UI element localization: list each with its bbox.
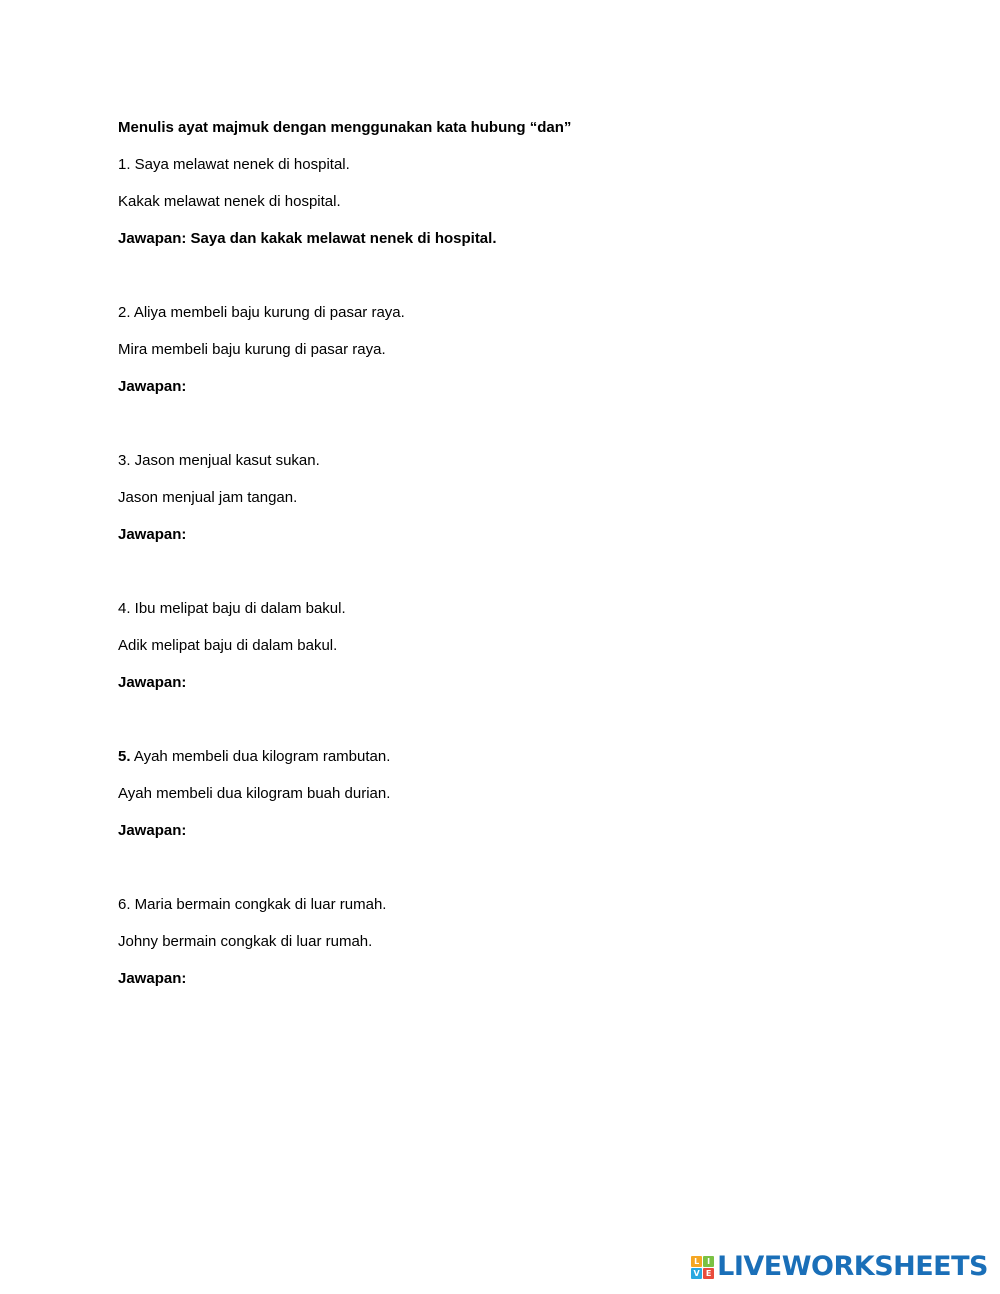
question-3-answer[interactable]: Jawapan: — [118, 526, 187, 543]
question-4-sentence-2: Adik melipat baju di dalam bakul. — [118, 637, 338, 654]
question-3-sentence-1: 3. Jason menjual kasut sukan. — [118, 452, 320, 469]
question-2-answer[interactable]: Jawapan: — [118, 378, 187, 395]
logo-cell-i: I — [703, 1256, 714, 1267]
question-4-sentence-1: 4. Ibu melipat baju di dalam bakul. — [118, 600, 346, 617]
question-2 — [118, 303, 878, 397]
logo-text: LIVEWORKSHEETS — [717, 1251, 988, 1282]
question-5 — [118, 747, 878, 841]
worksheet-title: Menulis ayat majmuk dengan menggunakan kata hubung “dan” — [118, 119, 572, 136]
question-1-sentence-2: Kakak melawat nenek di hospital. — [118, 193, 341, 210]
worksheet — [118, 118, 878, 1006]
question-5-answer[interactable]: Jawapan: — [118, 822, 187, 839]
question-1-sentence-1: 1. Saya melawat nenek di hospital. — [118, 156, 350, 173]
question-5-sentence-1-text: Ayah membeli dua kilogram rambutan. — [130, 748, 391, 765]
logo-cell-v: V — [691, 1268, 702, 1279]
question-4-answer[interactable]: Jawapan: — [118, 674, 187, 691]
question-6-sentence-2: Johny bermain congkak di luar rumah. — [118, 933, 373, 950]
question-6-sentence-1: 6. Maria bermain congkak di luar rumah. — [118, 896, 387, 913]
logo-cell-e: E — [703, 1268, 714, 1279]
question-5-sentence-2: Ayah membeli dua kilogram buah durian. — [118, 785, 391, 802]
question-5-number: 5. — [118, 748, 131, 765]
question-5-sentence-1 — [118, 747, 878, 767]
question-2-sentence-2: Mira membeli baju kurung di pasar raya. — [118, 341, 386, 358]
question-3-sentence-2: Jason menjual jam tangan. — [118, 489, 298, 506]
logo-grid-icon — [691, 1256, 714, 1279]
question-2-sentence-1: 2. Aliya membeli baju kurung di pasar raya. — [118, 304, 405, 321]
question-6 — [118, 895, 878, 989]
logo-cell-l: L — [691, 1256, 702, 1267]
question-6-answer[interactable]: Jawapan: — [118, 970, 187, 987]
question-3 — [118, 451, 878, 545]
liveworksheets-logo — [691, 1252, 988, 1282]
question-1-answer: Jawapan: Saya dan kakak melawat nenek di hospital. — [118, 230, 497, 247]
question-4 — [118, 599, 878, 693]
question-1 — [118, 155, 878, 249]
